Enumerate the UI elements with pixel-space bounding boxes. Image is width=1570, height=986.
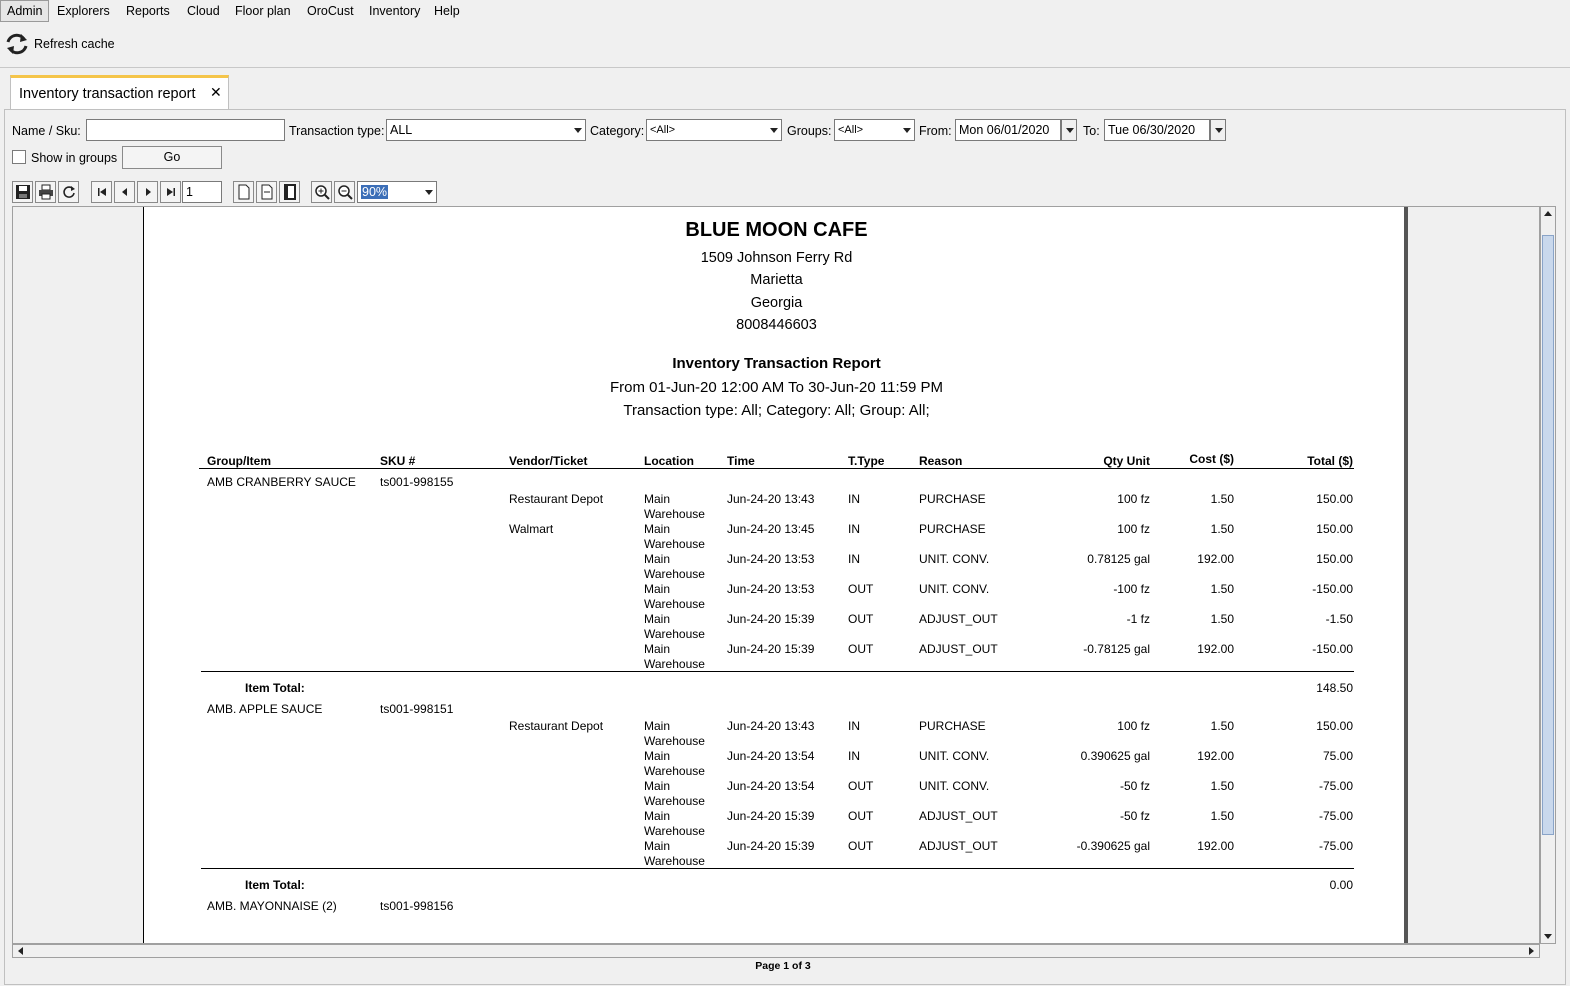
from-date-picker-button[interactable] — [1061, 119, 1077, 141]
show-in-groups-checkbox[interactable] — [12, 150, 26, 164]
row-location-line2: Warehouse — [644, 764, 705, 778]
row-qty: 100 fz — [1117, 719, 1150, 733]
menu-inventory[interactable]: Inventory — [369, 4, 421, 18]
row-location: Main — [644, 552, 671, 566]
row-total: 150.00 — [1316, 552, 1353, 566]
report-title: Inventory Transaction Report — [672, 355, 881, 372]
row-ttype: IN — [848, 522, 860, 536]
row-time: Jun-24-20 13:54 — [727, 779, 815, 793]
row-cost: 192.00 — [1197, 749, 1234, 763]
scroll-thumb[interactable] — [1542, 235, 1554, 835]
column-header: Reason — [919, 454, 963, 468]
column-header: Location — [644, 454, 694, 468]
whole-page-icon — [282, 184, 298, 200]
zoom-select[interactable] — [357, 181, 437, 203]
row-reason: UNIT. CONV. — [919, 552, 990, 566]
zoom-value: 90% — [362, 185, 388, 199]
row-ttype: OUT — [848, 612, 874, 626]
to-date-input[interactable]: Tue 06/30/2020 — [1104, 119, 1210, 141]
menu-explorers[interactable]: Explorers — [57, 4, 110, 18]
row-qty: -50 fz — [1119, 809, 1150, 823]
row-location: Main — [644, 642, 671, 656]
row-ttype: OUT — [848, 779, 874, 793]
row-time: Jun-24-20 15:39 — [727, 839, 815, 853]
row-time: Jun-24-20 13:43 — [727, 719, 815, 733]
reload-icon — [61, 184, 77, 200]
item-name: AMB. MAYONNAISE (2) — [207, 899, 337, 913]
first-page-button[interactable] — [91, 181, 112, 203]
next-page-button[interactable] — [137, 181, 158, 203]
tab-strip — [0, 68, 1570, 110]
row-total: 75.00 — [1322, 749, 1353, 763]
row-location: Main — [644, 492, 671, 506]
chevron-down-icon — [903, 128, 911, 133]
row-location: Main — [644, 809, 671, 823]
single-page-button[interactable] — [233, 181, 254, 203]
row-location: Main — [644, 719, 671, 733]
column-header: Vendor/Ticket — [509, 454, 588, 468]
page-icon — [236, 184, 252, 200]
row-location-line2: Warehouse — [644, 734, 705, 748]
row-ttype: OUT — [848, 582, 874, 596]
scroll-left-icon — [17, 947, 23, 955]
next-page-icon — [140, 184, 156, 200]
groups-label: Groups: — [787, 124, 832, 138]
category-label: Category: — [590, 124, 645, 138]
row-cost: 1.50 — [1210, 719, 1234, 733]
to-label: To: — [1083, 124, 1100, 138]
report-range: From 01-Jun-20 12:00 AM To 30-Jun-20 11:59 PM — [610, 379, 943, 396]
go-button[interactable]: Go — [122, 146, 222, 169]
row-reason: PURCHASE — [919, 522, 986, 536]
divider — [201, 671, 1354, 672]
row-location: Main — [644, 582, 671, 596]
row-qty: -50 fz — [1119, 779, 1150, 793]
tab-label: Inventory transaction report — [19, 86, 196, 102]
row-location: Main — [644, 839, 671, 853]
address-line: Georgia — [750, 295, 803, 311]
report-viewer[interactable] — [12, 206, 1540, 944]
column-header: Qty Unit — [1103, 454, 1150, 468]
row-cost: 1.50 — [1210, 809, 1234, 823]
row-location-line2: Warehouse — [644, 794, 705, 808]
row-location-line2: Warehouse — [644, 537, 705, 551]
name-sku-label: Name / Sku: — [12, 124, 81, 138]
refresh-cache-button[interactable] — [4, 30, 115, 58]
page-width-icon — [259, 184, 275, 200]
row-location-line2: Warehouse — [644, 854, 705, 868]
item-sku: ts001-998156 — [380, 899, 454, 913]
row-time: Jun-24-20 15:39 — [727, 612, 815, 626]
zoom-in-icon — [314, 184, 330, 200]
row-reason: ADJUST_OUT — [919, 809, 998, 823]
print-icon — [38, 184, 54, 200]
save-icon — [15, 184, 31, 200]
column-header: SKU # — [380, 454, 416, 468]
column-header: Total ($) — [1307, 454, 1353, 468]
scroll-right-icon — [1529, 947, 1535, 955]
row-location: Main — [644, 749, 671, 763]
row-location-line2: Warehouse — [644, 657, 705, 671]
row-total: 150.00 — [1316, 522, 1353, 536]
row-time: Jun-24-20 15:39 — [727, 809, 815, 823]
item-total-label: Item Total: — [245, 681, 305, 695]
vertical-scrollbar[interactable] — [1540, 206, 1556, 944]
menu-orocust[interactable]: OroCust — [307, 4, 354, 18]
row-reason: PURCHASE — [919, 719, 986, 733]
item-name: AMB. APPLE SAUCE — [207, 702, 323, 716]
row-qty: 100 fz — [1117, 522, 1150, 536]
reload-button[interactable] — [58, 181, 79, 203]
row-cost: 1.50 — [1210, 779, 1234, 793]
column-header: Cost ($) — [1189, 452, 1234, 466]
from-label: From: — [919, 124, 952, 138]
row-total: -75.00 — [1318, 809, 1353, 823]
refresh-icon — [4, 31, 30, 57]
row-reason: PURCHASE — [919, 492, 986, 506]
row-total: -75.00 — [1318, 779, 1353, 793]
row-location: Main — [644, 612, 671, 626]
row-location: Main — [644, 779, 671, 793]
row-total: -75.00 — [1318, 839, 1353, 853]
row-total: -150.00 — [1312, 582, 1353, 596]
row-qty: -100 fz — [1113, 582, 1150, 596]
row-time: Jun-24-20 13:54 — [727, 749, 815, 763]
row-cost: 192.00 — [1197, 839, 1234, 853]
page-status: Page 1 of 3 — [755, 960, 811, 972]
row-cost: 192.00 — [1197, 552, 1234, 566]
report-filters: Transaction type: All; Category: All; Group: All; — [623, 402, 930, 419]
category-value: <All> — [650, 124, 676, 136]
item-sku: ts001-998151 — [380, 702, 454, 716]
item-name: AMB CRANBERRY SAUCE — [207, 475, 356, 489]
toolbar — [0, 22, 1570, 68]
row-cost: 1.50 — [1210, 522, 1234, 536]
row-qty: 0.390625 gal — [1080, 749, 1150, 763]
item-total-value: 148.50 — [1316, 681, 1353, 695]
column-header: T.Type — [848, 454, 885, 468]
show-in-groups-label: Show in groups — [31, 151, 118, 165]
row-qty: 0.78125 gal — [1087, 552, 1150, 566]
chevron-down-icon — [1066, 128, 1074, 133]
transaction-type-label: Transaction type: — [289, 124, 385, 138]
row-reason: ADJUST_OUT — [919, 612, 998, 626]
previous-page-button[interactable] — [114, 181, 135, 203]
whole-page-button[interactable] — [279, 181, 300, 203]
row-ttype: OUT — [848, 839, 874, 853]
address-line: 8008446603 — [736, 317, 817, 333]
close-icon[interactable]: ✕ — [210, 84, 222, 100]
previous-page-icon — [117, 184, 133, 200]
row-total: -1.50 — [1325, 612, 1353, 626]
row-vendor: Restaurant Depot — [509, 719, 604, 733]
row-time: Jun-24-20 13:43 — [727, 492, 815, 506]
menu-cloud[interactable]: Cloud — [187, 4, 220, 18]
to-date-picker-button[interactable] — [1210, 119, 1226, 141]
row-cost: 1.50 — [1210, 582, 1234, 596]
row-qty: -1 fz — [1126, 612, 1150, 626]
horizontal-scrollbar[interactable] — [12, 944, 1540, 958]
row-vendor: Walmart — [509, 522, 554, 536]
row-cost: 1.50 — [1210, 492, 1234, 506]
row-location-line2: Warehouse — [644, 567, 705, 581]
address-line: 1509 Johnson Ferry Rd — [700, 250, 853, 266]
chevron-down-icon — [770, 128, 778, 133]
column-header: Group/Item — [207, 454, 272, 468]
row-reason: UNIT. CONV. — [919, 582, 990, 596]
scroll-down-icon — [1544, 934, 1552, 940]
print-button[interactable] — [35, 181, 56, 203]
row-ttype: IN — [848, 749, 860, 763]
last-page-button[interactable] — [160, 181, 181, 203]
row-location-line2: Warehouse — [644, 507, 705, 521]
address-line: Marietta — [750, 272, 803, 288]
scroll-up-icon — [1544, 210, 1552, 216]
row-ttype: IN — [848, 552, 860, 566]
transaction-type-value: ALL — [390, 123, 413, 137]
row-location: Main — [644, 522, 671, 536]
zoom-out-button[interactable] — [334, 181, 355, 203]
divider — [201, 868, 1354, 869]
company-name: BLUE MOON CAFE — [685, 219, 868, 241]
page-width-button[interactable] — [256, 181, 277, 203]
row-ttype: IN — [848, 492, 860, 506]
row-ttype: OUT — [848, 809, 874, 823]
row-time: Jun-24-20 13:53 — [727, 552, 815, 566]
item-total-label: Item Total: — [245, 878, 305, 892]
category-select[interactable] — [646, 119, 782, 141]
row-total: 150.00 — [1316, 719, 1353, 733]
chevron-down-icon — [1215, 128, 1223, 133]
report-page — [143, 207, 1408, 944]
row-reason: UNIT. CONV. — [919, 749, 990, 763]
row-location-line2: Warehouse — [644, 824, 705, 838]
row-ttype: OUT — [848, 642, 874, 656]
item-sku: ts001-998155 — [380, 475, 454, 489]
groups-value: <All> — [838, 124, 864, 136]
first-page-icon — [94, 184, 110, 200]
tab-inventory-transaction-report[interactable] — [10, 75, 229, 110]
refresh-cache-label: Refresh cache — [34, 37, 115, 51]
menu-floor-plan[interactable]: Floor plan — [235, 4, 291, 18]
page-number-input[interactable]: 1 — [182, 181, 222, 203]
row-reason: UNIT. CONV. — [919, 779, 990, 793]
last-page-icon — [163, 184, 179, 200]
groups-select[interactable] — [834, 119, 915, 141]
row-total: -150.00 — [1312, 642, 1353, 656]
row-cost: 192.00 — [1197, 642, 1234, 656]
row-total: 150.00 — [1316, 492, 1353, 506]
row-cost: 1.50 — [1210, 612, 1234, 626]
item-total-value: 0.00 — [1329, 878, 1353, 892]
row-qty: -0.390625 gal — [1076, 839, 1150, 853]
from-date-input[interactable]: Mon 06/01/2020 — [955, 119, 1061, 141]
row-location-line2: Warehouse — [644, 627, 705, 641]
row-reason: ADJUST_OUT — [919, 839, 998, 853]
chevron-down-icon — [425, 190, 433, 195]
row-ttype: IN — [848, 719, 860, 733]
row-location-line2: Warehouse — [644, 597, 705, 611]
row-reason: ADJUST_OUT — [919, 642, 998, 656]
row-time: Jun-24-20 13:53 — [727, 582, 815, 596]
column-header: Time — [727, 454, 755, 468]
menu-reports[interactable]: Reports — [126, 4, 170, 18]
chevron-down-icon — [574, 128, 582, 133]
row-vendor: Restaurant Depot — [509, 492, 604, 506]
row-qty: 100 fz — [1117, 492, 1150, 506]
row-time: Jun-24-20 13:45 — [727, 522, 815, 536]
menu-bar — [0, 0, 1570, 22]
zoom-in-button[interactable] — [311, 181, 332, 203]
save-button[interactable] — [12, 181, 33, 203]
zoom-out-icon — [337, 184, 353, 200]
menu-admin[interactable]: Admin — [0, 0, 49, 22]
menu-help[interactable]: Help — [434, 4, 460, 18]
row-time: Jun-24-20 15:39 — [727, 642, 815, 656]
row-qty: -0.78125 gal — [1083, 642, 1150, 656]
divider — [199, 468, 1354, 469]
transaction-type-select[interactable] — [386, 119, 586, 141]
name-sku-input[interactable] — [86, 119, 285, 141]
